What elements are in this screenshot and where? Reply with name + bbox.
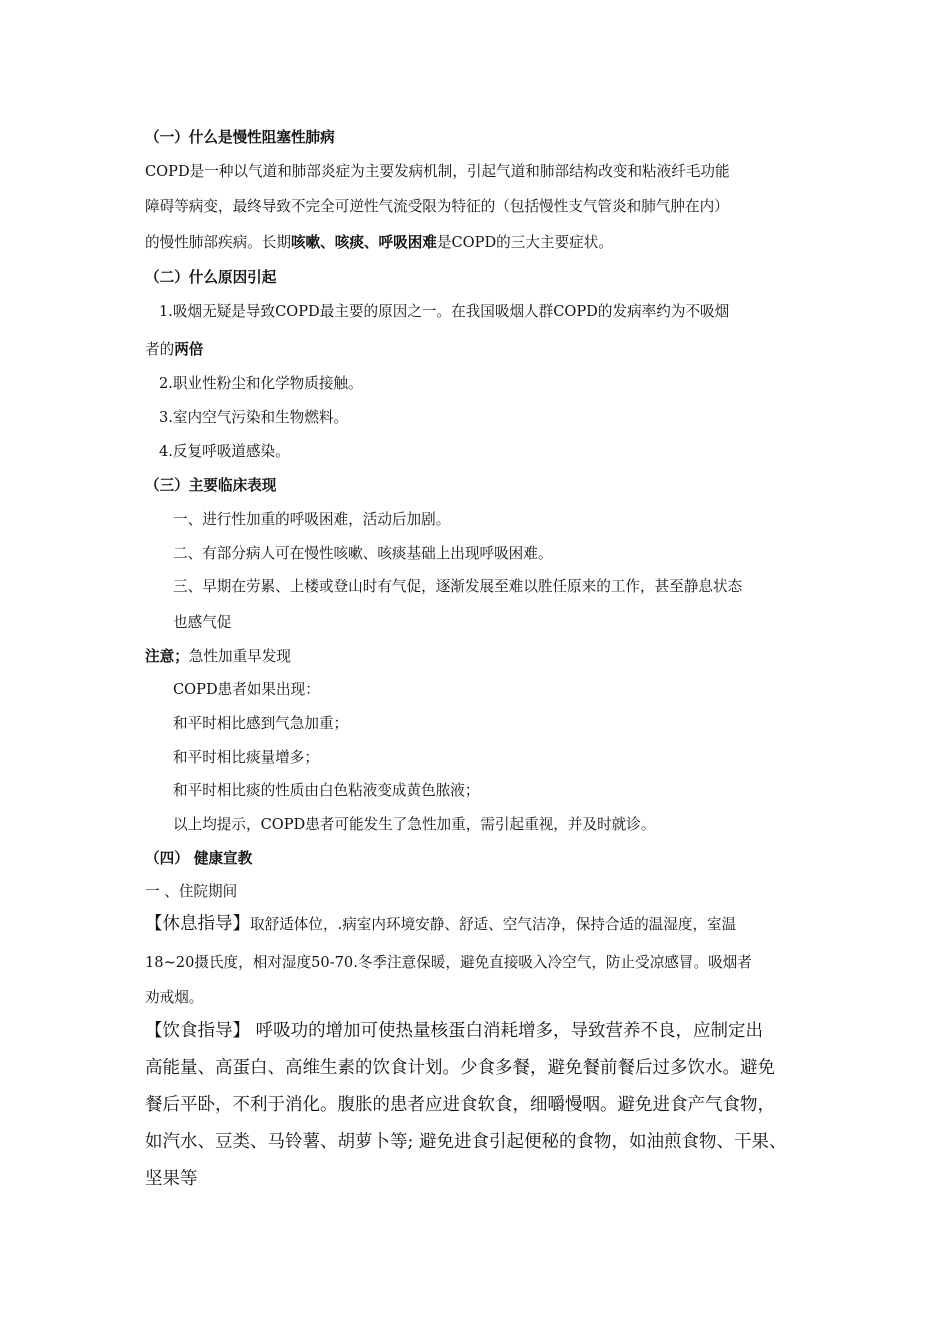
- s2-item-4: 4.反复呼吸道感染。: [159, 443, 290, 460]
- s1-text-a: 的慢性肺部疾病。长期: [145, 234, 291, 251]
- note-line-4: 和平时相比痰的性质由白色粘液变成黄色脓液；: [173, 782, 480, 799]
- s3-item-2: 二、有部分病人可在慢性咳嗽、咳痰基础上出现呼吸困难。: [173, 545, 553, 562]
- note-label: 注意；: [145, 648, 189, 665]
- s2-item-2: 2.职业性粉尘和化学物质接触。: [159, 375, 363, 392]
- diet-line-2: 高能量、高蛋白、高维生素的饮食计划。少食多餐，避免餐前餐后过多饮水。避免: [145, 1058, 775, 1078]
- note-line-5: 以上均提示，COPD患者可能发生了急性加重，需引起重视，并及时就诊。: [173, 816, 656, 833]
- s4-subheading: 一 、住院期间: [145, 883, 238, 900]
- s3-item-3-line-1: 三、早期在劳累、上楼或登山时有气促，逐渐发展至难以胜任原来的工作，甚至静息状态: [173, 578, 743, 595]
- section-1-title: （一）什么是慢性阻塞性肺病: [145, 129, 335, 146]
- section-3-heading: （三）主要临床表现: [145, 477, 277, 494]
- s2-item-1-line-1: 1.吸烟无疑是导致COPD最主要的原因之一。在我国吸烟人群COPD的发病率约为不吸烟: [159, 303, 730, 320]
- section-2-heading: （二）什么原因引起: [145, 269, 277, 286]
- diet-line-5: 坚果等: [145, 1169, 198, 1189]
- diet-label: 【饮食指导】: [145, 1021, 250, 1041]
- rest-text-1: 取舒适体位，.病室内环境安静、舒适、空气洁净，保持合适的温湿度，室温: [250, 916, 737, 933]
- rest-label: 【休息指导】: [145, 914, 250, 934]
- diet-line-3: 餐后平卧，不利于消化。腹胀的患者应进食软食，细嚼慢咽。避免进食产气食物，: [145, 1095, 775, 1115]
- s1-para-line-1: COPD是一种以气道和肺部炎症为主要发病机制，引起气道和肺部结构改变和粘液纤毛功能: [145, 163, 730, 180]
- note-line-1: COPD患者如果出现：: [173, 681, 320, 698]
- diet-line-1: [145, 1021, 763, 1041]
- s2-item-1-emphasis: 两倍: [174, 341, 204, 358]
- s1-para-line-2: 障碍等病变，最终导致不完全可逆性气流受限为特征的（包括慢性支气管炎和肺气肿在内）: [145, 198, 729, 215]
- note-heading: [145, 647, 291, 667]
- note-line-2: 和平时相比感到气急加重；: [173, 715, 349, 732]
- rest-line-3: 劝戒烟。: [145, 989, 204, 1006]
- section-1-heading: [145, 128, 335, 148]
- s1-key-symptoms: 咳嗽、咳痰、呼吸困难: [290, 234, 437, 251]
- s2-item-1-line-2: [145, 340, 203, 360]
- rest-line-2: 18~20摄氏度，相对湿度50-70.冬季注意保暖，避免直接吸入冷空气，防止受凉感冒。吸烟者: [145, 954, 752, 971]
- s1-text-c: 是COPD的三大主要症状。: [436, 234, 613, 251]
- s3-item-3-line-2: 也感气促: [173, 614, 232, 631]
- section-4-heading: （四） 健康宣教: [145, 850, 253, 867]
- s2-item-1-text: 者的: [145, 341, 175, 358]
- note-line-3: 和平时相比痰量增多；: [173, 749, 319, 766]
- diet-text-1: 呼吸功的增加可使热量核蛋白消耗增多，导致营养不良，应制定出: [250, 1021, 764, 1041]
- s3-item-1: 一、进行性加重的呼吸困难，活动后加剧。: [173, 511, 451, 528]
- note-text: 急性加重早发现: [188, 648, 291, 665]
- rest-line-1: [145, 914, 736, 935]
- s1-para-line-3: [145, 233, 613, 253]
- diet-line-4: 如汽水、豆类、马铃薯、胡萝卜等; 避免进食引起便秘的食物，如油煎食物、干果、: [145, 1132, 787, 1152]
- s2-item-3: 3.室内空气污染和生物燃料。: [159, 409, 349, 426]
